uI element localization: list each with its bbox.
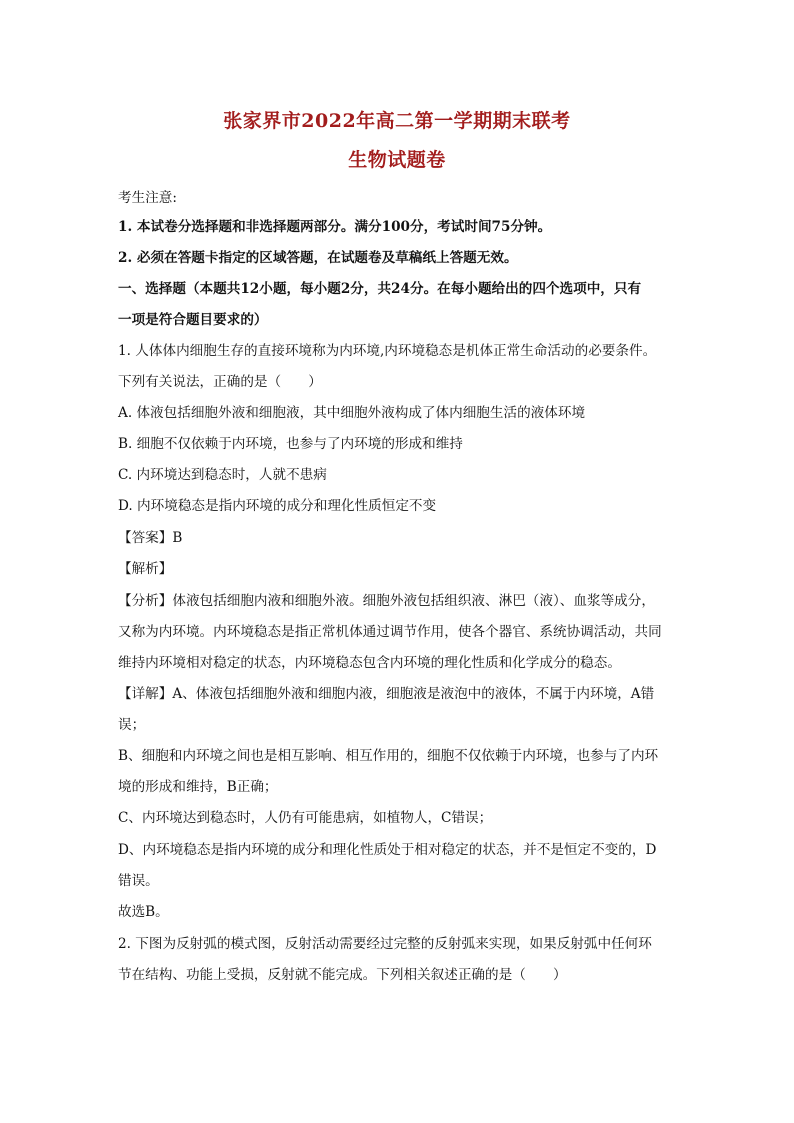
q1-stem-line-1: 1. 人体体内细胞生存的直接环境称为内环境,内环境稳态是机体正常生命活动的必要条件。 bbox=[118, 343, 657, 359]
q1-option-c: C. 内环境达到稳态时，人就不患病 bbox=[118, 467, 327, 483]
q1-detail-line-8: 故选B。 bbox=[118, 904, 169, 920]
q1-option-b: B. 细胞不仅依赖于内环境，也参与了内环境的形成和维持 bbox=[118, 436, 463, 452]
document-title: 张家界市2022年高二第一学期期末联考 bbox=[223, 110, 571, 132]
q1-analysis-label: 【解析】 bbox=[118, 561, 173, 577]
q1-option-a: A. 体液包括细胞外液和细胞液，其中细胞外液构成了体内细胞生活的液体环境 bbox=[118, 405, 586, 421]
q1-option-d: D. 内环境稳态是指内环境的成分和理化性质恒定不变 bbox=[118, 498, 437, 514]
document-subtitle: 生物试题卷 bbox=[348, 149, 446, 171]
notice-item-1: 1. 本试卷分选择题和非选择题两部分。满分100分，考试时间75分钟。 bbox=[118, 219, 552, 235]
q1-detail-line-7: 错误。 bbox=[118, 873, 159, 889]
q1-detail-line-4: 境的形成和维持，B正确； bbox=[118, 779, 278, 795]
q2-stem-line-1: 2. 下图为反射弧的模式图，反射活动需要经过完整的反射弧来实现，如果反射弧中任何环 bbox=[118, 936, 652, 952]
q2-stem-line-2: 节在结构、功能上受损，反射就不能完成。下列相关叙述正确的是（ ） bbox=[118, 967, 567, 983]
q1-detail-line-3: B、细胞和内环境之间也是相互影响、相互作用的，细胞不仅依赖于内环境，也参与了内环 bbox=[118, 748, 659, 764]
notice-heading: 考生注意: bbox=[118, 190, 177, 206]
q1-stem-line-2: 下列有关说法，正确的是（ ） bbox=[118, 374, 322, 390]
q1-analysis-line-1: 【分析】体液包括细胞内液和细胞外液。细胞外液包括组织液、淋巴（液）、血浆等成分， bbox=[118, 593, 655, 609]
q1-detail-line-2: 误； bbox=[118, 717, 146, 733]
q1-detail-line-1: 【详解】A、体液包括细胞外液和细胞内液，细胞液是液泡中的液体，不属于内环境，A错 bbox=[118, 686, 655, 702]
q1-detail-line-5: C、内环境达到稳态时，人仍有可能患病，如植物人，C错误； bbox=[118, 810, 493, 826]
q1-detail-line-6: D、内环境稳态是指内环境的成分和理化性质处于相对稳定的状态，并不是恒定不变的，D bbox=[118, 842, 657, 858]
section-heading-line-1: 一、选择题（本题共12小题，每小题2分，共24分。在每小题给出的四个选项中，只有 bbox=[118, 281, 642, 297]
q1-analysis-line-3: 维持内环境相对稳定的状态，内环境稳态包含内环境的理化性质和化学成分的稳态。 bbox=[118, 655, 621, 671]
section-heading-line-2: 一项是符合题目要求的） bbox=[118, 312, 268, 328]
q1-analysis-line-2: 又称为内环境。内环境稳态是指正常机体通过调节作用，使各个器官、系统协调活动，共同 bbox=[118, 624, 662, 640]
notice-item-2: 2. 必须在答题卡指定的区域答题，在试题卷及草稿纸上答题无效。 bbox=[118, 250, 518, 266]
q1-answer: 【答案】B bbox=[118, 530, 183, 546]
